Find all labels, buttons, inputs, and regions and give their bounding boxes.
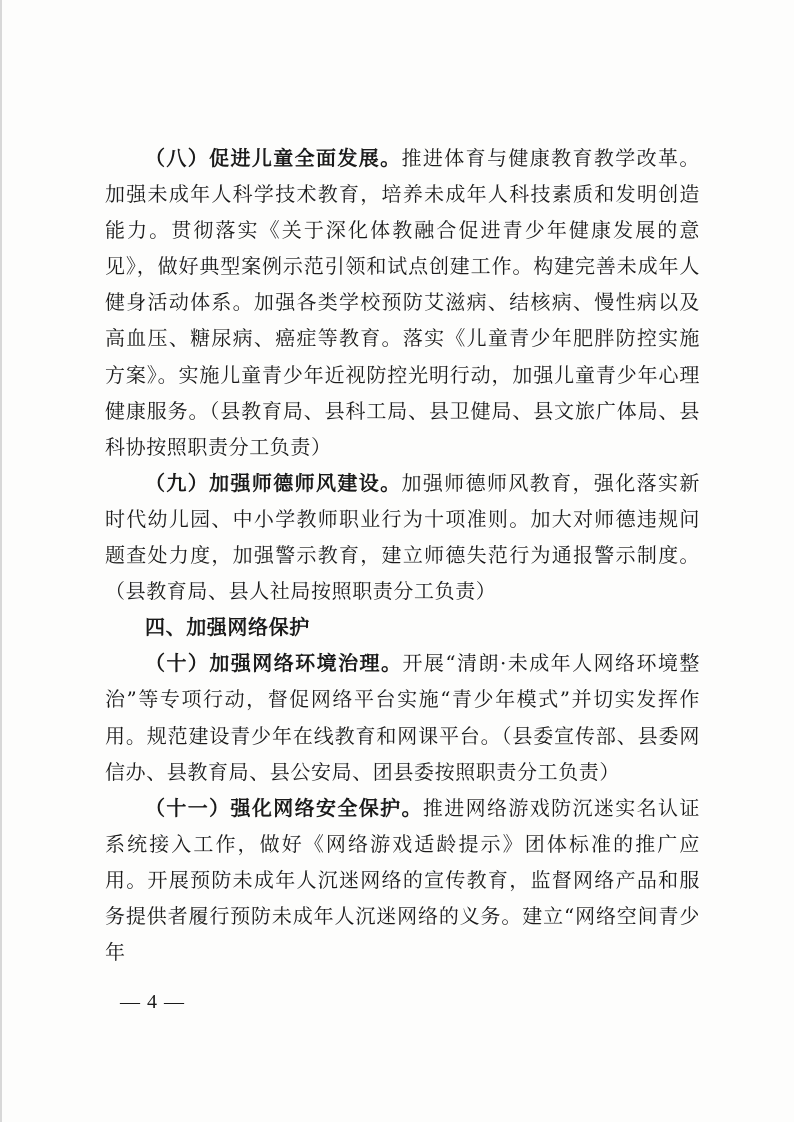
paragraph-9-lead: （九）加强师德师风建设。 (145, 470, 402, 495)
paragraph-11 (105, 790, 700, 970)
paragraph-8-lead: （八）促进儿童全面发展。 (145, 146, 402, 170)
paragraph-10-body: 开展“清朗·未成年人网络环境整治”等专项行动，督促网络平台实施“青少年模式”并切实发挥作用。规范建设青少年在线教育和网课平台。（县委宣传部、县委网信办、县教育局、县公安局、团县委按照职责分工负责） (105, 651, 700, 784)
paragraph-8-body: 推进体育与健康教育教学改革。加强未成年人科学技术教育，培养未成年人科技素质和发明创造能力。贯彻落实《关于深化体教融合促进青少年健康发展的意见》，做好典型案例示范引领和试点创建工作。构建完善未成年人健身活动体系。加强各类学校预防艾滋病、结核病、慢性病以及高血压、糖尿病、癌症等教育。落实《儿童青少年肥胖防控实施方案》。实施儿童青少年近视防控光明行动，加强儿童青少年心理健康服务。（县教育局、县科工局、县卫健局、县文旅广体局、县科协按照职责分工负责） (105, 146, 700, 459)
page-number: — 4 — (120, 991, 185, 1013)
paragraph-11-body: 推进网络游戏防沉迷实名认证系统接入工作，做好《网络游戏适龄提示》团体标准的推广应用。开展预防未成年人沉迷网络的宣传教育，监督网络产品和服务提供者履行预防未成年人沉迷网络的义务。建立“网络空间青少年 (105, 795, 700, 965)
paragraph-10 (105, 645, 700, 789)
paragraph-9 (105, 465, 700, 609)
section-heading: 四、加强网络保护 (145, 615, 310, 640)
paragraph-9-body: 加强师德师风教育，强化落实新时代幼儿园、中小学教师职业行为十项准则。加大对师德违规问题查处力度，加强警示教育，建立师德失范行为通报警示制度。（县教育局、县人社局按照职责分工负责） (105, 470, 700, 604)
paragraph-8 (105, 140, 700, 465)
paragraph-11-lead: （十一）强化网络安全保护。 (145, 795, 423, 820)
paragraph-10-lead: （十）加强网络环境治理。 (145, 651, 403, 676)
document-body (105, 140, 700, 970)
